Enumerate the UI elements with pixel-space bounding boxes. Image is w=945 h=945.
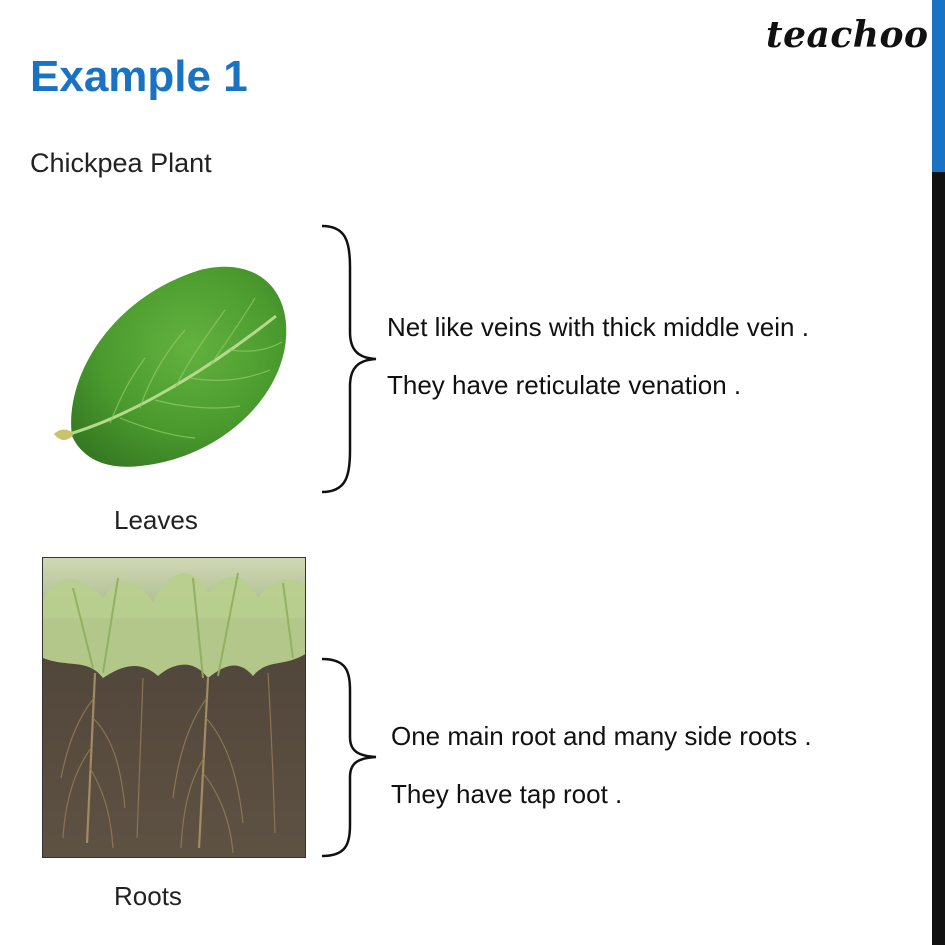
leaves-caption: Leaves (114, 505, 198, 535)
roots-description-2: They have tap root . (391, 779, 623, 809)
leaves-description-2: They have reticulate venation . (387, 370, 742, 400)
side-bar-accent (932, 0, 945, 172)
roots-caption: Roots (114, 881, 182, 911)
page-subtitle: Chickpea Plant (30, 148, 212, 178)
leaves-description-1: Net like veins with thick middle vein . (387, 312, 809, 342)
roots-brace (316, 655, 382, 860)
roots-description-1: One main root and many side roots . (391, 721, 812, 751)
leaves-brace (316, 222, 382, 496)
leaf-illustration (50, 258, 300, 473)
page-title: Example 1 (30, 52, 248, 101)
brand-logo: teachoo (766, 14, 929, 56)
roots-photo (42, 557, 306, 858)
